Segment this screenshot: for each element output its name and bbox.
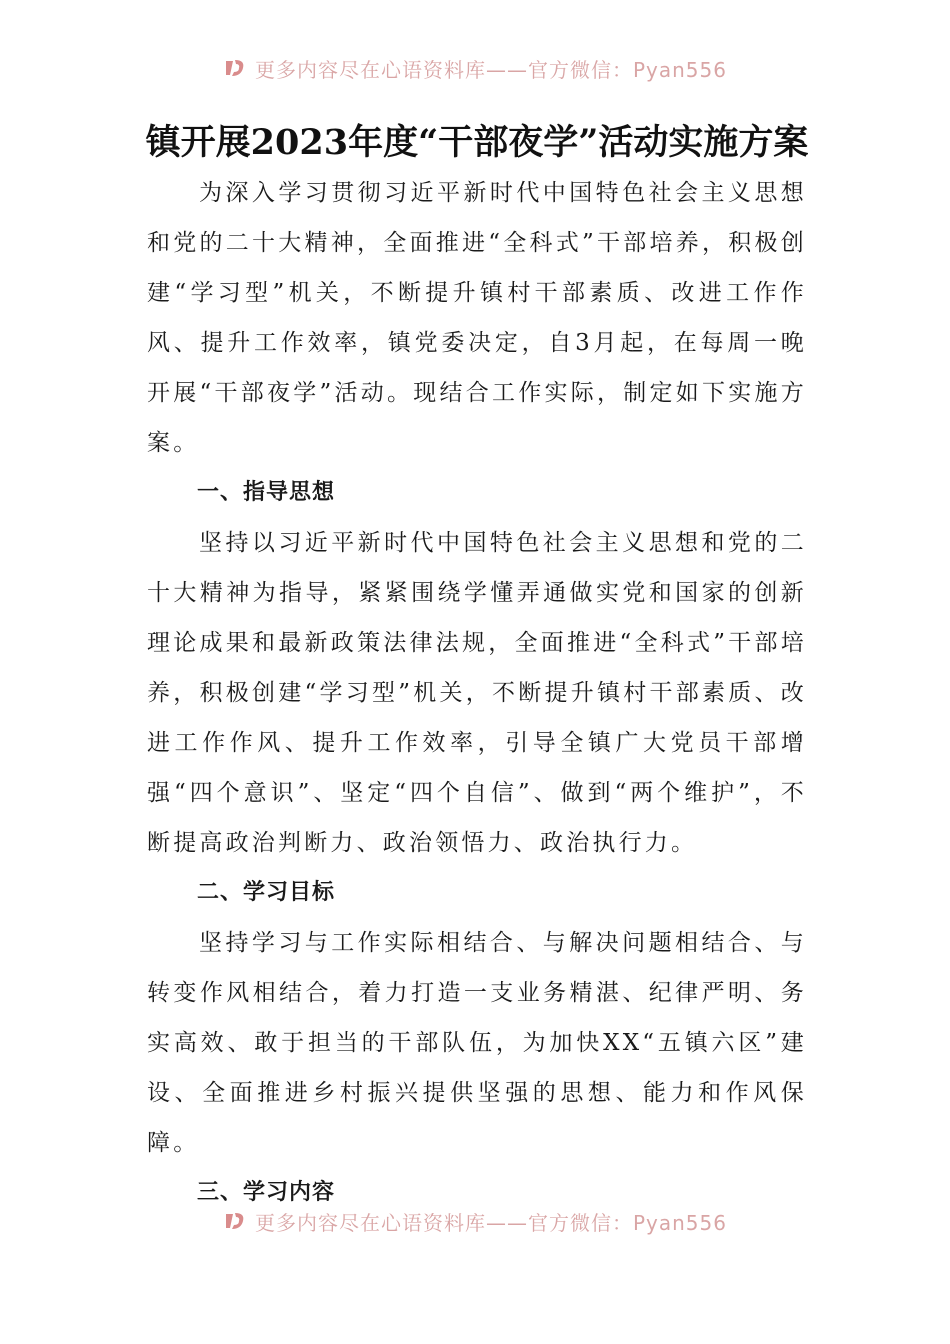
section-body-guiding-thought: 坚持以习近平新时代中国特色社会主义思想和党的二十大精神为指导，紧紧围绕学懂弄通做实党和国家的创新理论成果和最新政策法律法规，全面推进“全科式”干部培养，积极创建“学习型”机关，不断提升镇村干部素质、改进工作作风、提升工作效率，引导全镇广大党员干部增强“四个意识”、坚定“四个自信”、做到“两个维护”，不断提高政治判断力、政治领悟力、政治执行力。 xyxy=(147,530,807,856)
watermark-header xyxy=(0,52,950,84)
document-page xyxy=(147,118,807,1218)
section-heading-guiding-thought: 一、指导思想 xyxy=(197,480,336,505)
logo-icon xyxy=(223,1210,249,1232)
intro-paragraph: 为深入学习贯彻习近平新时代中国特色社会主义思想和党的二十大精神，全面推进“全科式”干部培养，积极创建“学习型”机关，不断提升镇村干部素质、改进工作作风、提升工作效率，镇党委决定，自3月起，在每周一晚开展“干部夜学”活动。现结合工作实际，制定如下实施方案。 xyxy=(147,180,807,456)
section-heading-learning-goals: 二、学习目标 xyxy=(197,880,336,905)
section-body-learning-goals: 坚持学习与工作实际相结合、与解决问题相结合、与转变作风相结合，着力打造一支业务精湛、纪律严明、务实高效、敢于担当的干部队伍，为加快XX“五镇六区”建设、全面推进乡村振兴提供坚强的思想、能力和作风保障。 xyxy=(147,930,807,1156)
watermark-text: 更多内容尽在心语资料库——官方微信：Pyan556 xyxy=(254,1210,727,1235)
watermark-footer xyxy=(0,1205,950,1237)
section-heading-learning-content: 三、学习内容 xyxy=(197,1180,336,1205)
logo-icon xyxy=(223,57,249,79)
watermark-text: 更多内容尽在心语资料库——官方微信：Pyan556 xyxy=(254,57,727,82)
document-title: 镇开展2023年度“干部夜学”活动实施方案 xyxy=(145,122,809,163)
